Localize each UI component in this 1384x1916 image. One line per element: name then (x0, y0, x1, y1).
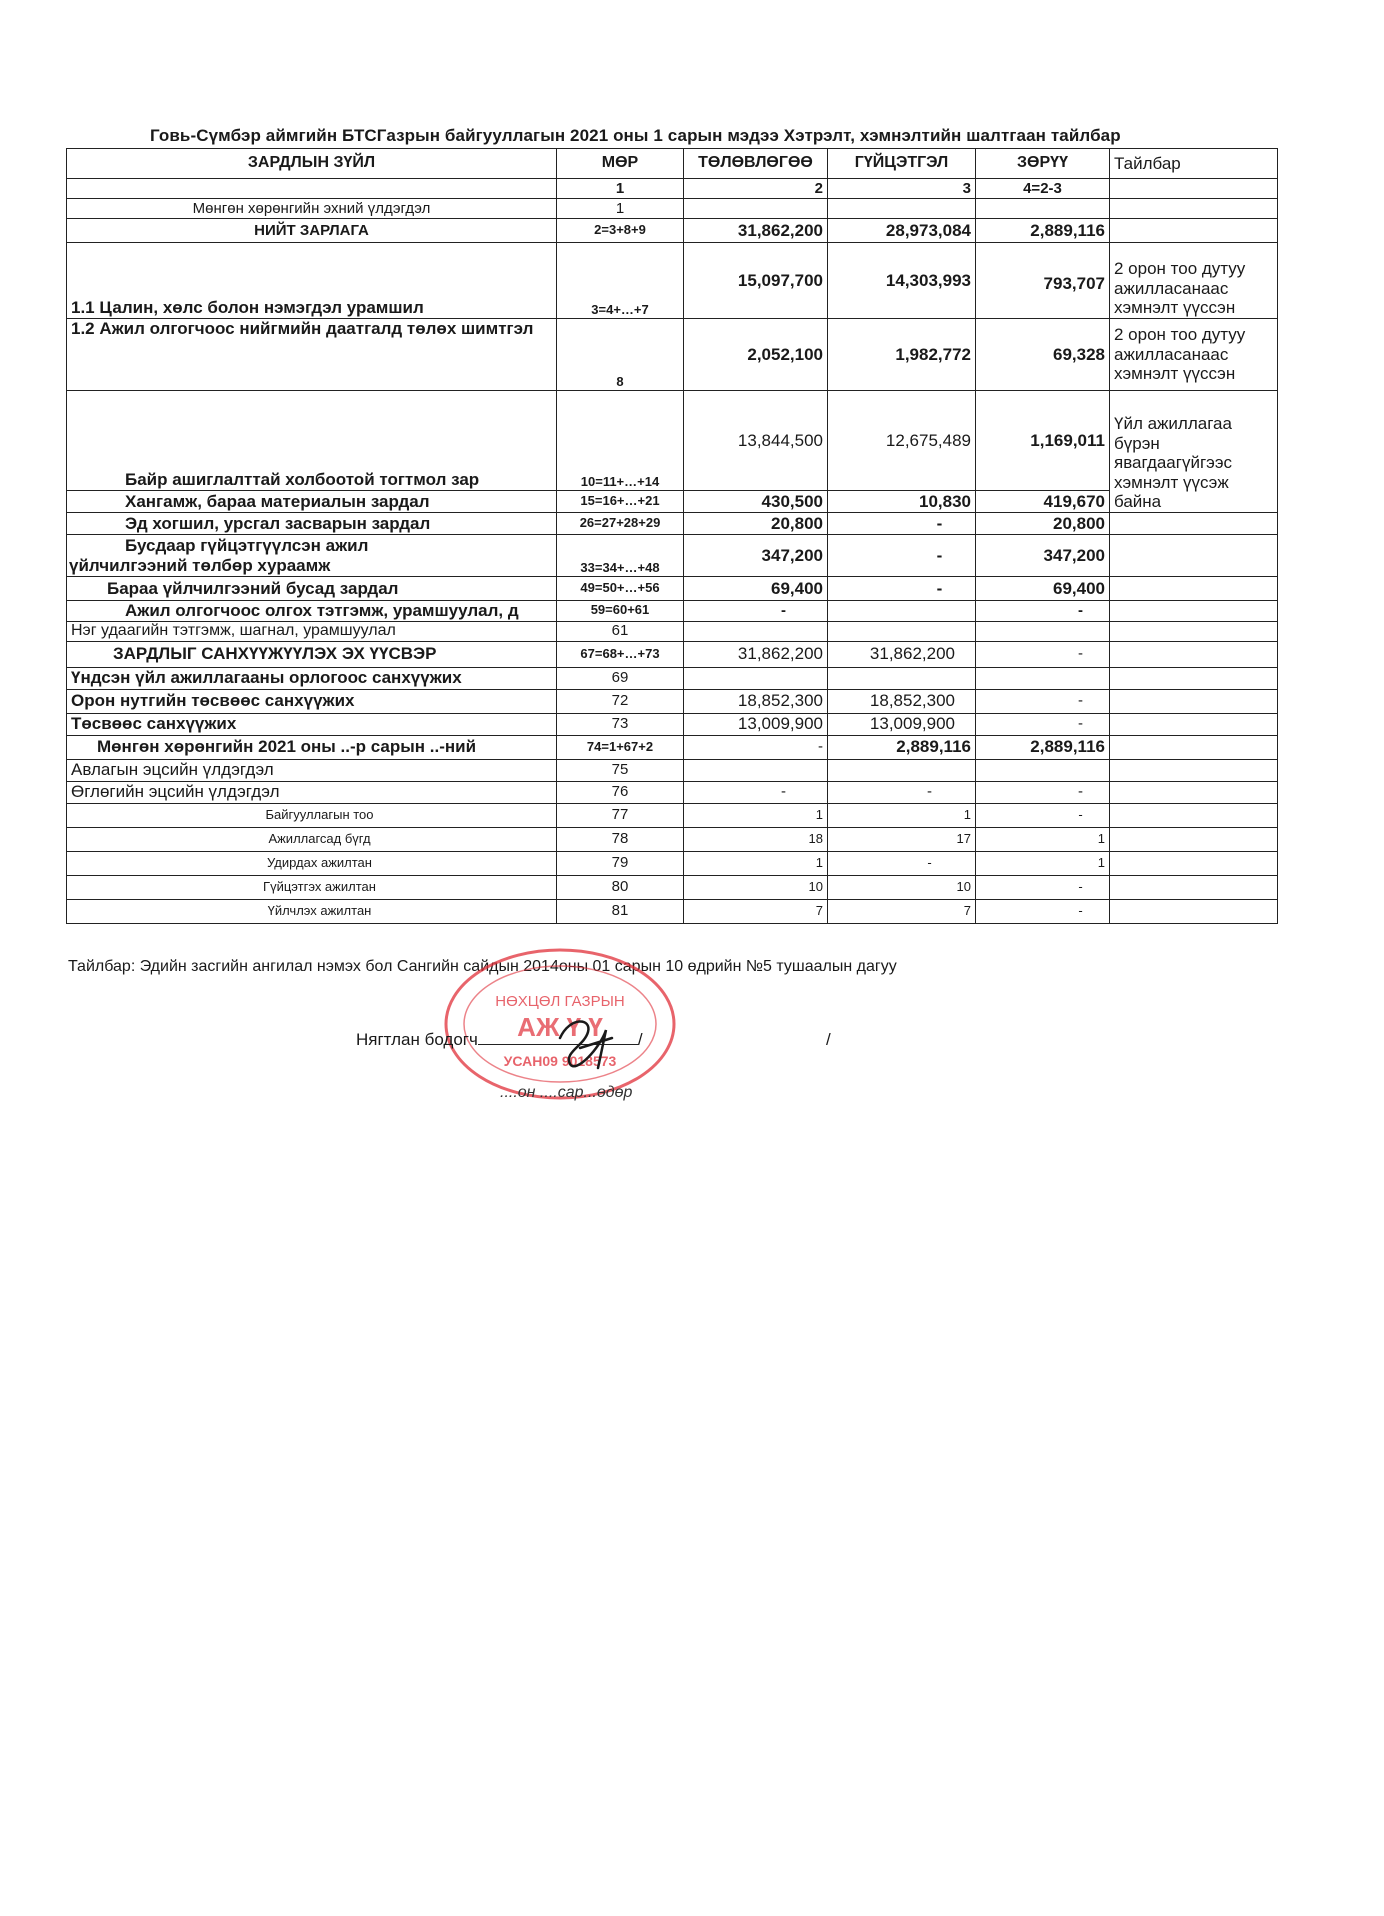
row-code: 61 (557, 621, 684, 641)
row-plan: 2,052,100 (684, 319, 828, 391)
row-actual: - (828, 851, 976, 875)
table-row (67, 899, 1278, 923)
row-plan: - (684, 601, 828, 622)
row-remark (1110, 535, 1278, 577)
row-label: Бараа үйлчилгээний бусад зардал (67, 577, 557, 601)
row-code: 77 (557, 803, 684, 827)
row-actual: 28,973,084 (828, 219, 976, 243)
row-remark (1110, 219, 1278, 243)
table-row (67, 875, 1278, 899)
row-remark (1110, 667, 1278, 689)
row-diff: - (976, 899, 1110, 923)
row-diff: - (976, 803, 1110, 827)
row-diff: 69,400 (976, 577, 1110, 601)
row-remark: 2 орон тоо дутуу ажилласанаас хэмнэлт үүссэн (1110, 243, 1278, 319)
row-remark (1110, 781, 1278, 803)
row-plan: - (684, 781, 828, 803)
header-diff: ЗӨРҮҮ (976, 149, 1110, 179)
page-title: Говь-Сүмбэр аймгийн БТСГазрын байгууллагын 2021 оны 1 сарын мэдээ Хэтрэлт, хэмнэлтийн шалтгаан тайлбар (150, 126, 1121, 145)
row-diff: 419,670 (976, 491, 1110, 513)
row-plan: 347,200 (684, 535, 828, 577)
row-code: 1 (557, 199, 684, 219)
row-diff: 2,889,116 (976, 219, 1110, 243)
row-diff: 1 (976, 851, 1110, 875)
row-remark (1110, 513, 1278, 535)
row-diff: 20,800 (976, 513, 1110, 535)
row-code: 3=4+…+7 (557, 243, 684, 319)
row-plan (684, 621, 828, 641)
row-code: 26=27+28+29 (557, 513, 684, 535)
row-actual (828, 759, 976, 781)
row-label: Төсвөөс санхүүжих (67, 713, 557, 735)
row-label: Үйлчлэх ажилтан (67, 899, 557, 923)
row-plan: 13,009,900 (684, 713, 828, 735)
stamp-text-3: УСАН09 9018573 (503, 1053, 617, 1069)
row-label: НИЙТ ЗАРЛАГА (67, 219, 557, 243)
accountant-slash: / (637, 1030, 643, 1049)
row-code: 10=11+…+14 (557, 391, 684, 491)
row-label: Авлагын эцсийн үлдэгдэл (67, 759, 557, 781)
row-actual: - (828, 781, 976, 803)
table-row (67, 827, 1278, 851)
row-remark (1110, 851, 1278, 875)
row-actual: 10 (828, 875, 976, 899)
row-actual: - (828, 577, 976, 601)
table-row (67, 491, 1278, 513)
row-plan: 1 (684, 851, 828, 875)
table-row (67, 621, 1278, 641)
table-row (67, 735, 1278, 759)
row-diff: 2,889,116 (976, 735, 1110, 759)
row-actual: 1,982,772 (828, 319, 976, 391)
row-code: 81 (557, 899, 684, 923)
row-actual: 2,889,116 (828, 735, 976, 759)
row-code: 75 (557, 759, 684, 781)
row-label: Байгууллагын тоо (67, 803, 557, 827)
row-diff: - (976, 641, 1110, 667)
row-remark: 2 орон тоо дутуу ажилласанаас хэмнэлт үүссэн (1110, 319, 1278, 391)
row-code: 79 (557, 851, 684, 875)
table-row (67, 781, 1278, 803)
row-remark (1110, 713, 1278, 735)
row-label: Ажил олгогчоос олгох тэтгэмж, урамшуулал, д (67, 601, 557, 622)
report-table (66, 148, 1278, 924)
row-plan: 31,862,200 (684, 219, 828, 243)
table-row (67, 319, 1278, 391)
second-slash: / (826, 1030, 831, 1049)
row-label: Нэг удаагийн тэтгэмж, шагнал, урамшуулал (67, 621, 557, 641)
row-actual: 14,303,993 (828, 243, 976, 319)
row-label-line2: үйлчилгээний төлбөр хураамж (69, 555, 331, 575)
row-label: Эд хогшил, урсгал засварын зардал (67, 513, 557, 535)
header-number-row: 1 (557, 179, 684, 199)
row-actual (828, 199, 976, 219)
row-diff: - (976, 781, 1110, 803)
table-row (67, 391, 1278, 491)
row-plan: - (684, 735, 828, 759)
table-row (67, 759, 1278, 781)
table-row (67, 641, 1278, 667)
row-remark (1110, 803, 1278, 827)
table-row (67, 577, 1278, 601)
row-code: 8 (557, 319, 684, 391)
row-remark (1110, 827, 1278, 851)
row-remark (1110, 899, 1278, 923)
row-actual: 10,830 (828, 491, 976, 513)
row-code: 15=16+…+21 (557, 491, 684, 513)
table-row (67, 513, 1278, 535)
row-actual: 17 (828, 827, 976, 851)
row-remark (1110, 621, 1278, 641)
header-remark: Тайлбар (1110, 149, 1278, 179)
row-code: 69 (557, 667, 684, 689)
row-plan: 7 (684, 899, 828, 923)
row-diff: - (976, 689, 1110, 713)
row-diff: 69,328 (976, 319, 1110, 391)
table-row (67, 851, 1278, 875)
row-actual: - (828, 513, 976, 535)
row-code: 78 (557, 827, 684, 851)
table-row (67, 689, 1278, 713)
row-label: Удирдах ажилтан (67, 851, 557, 875)
header-row-code: МӨР (557, 149, 684, 179)
row-label: Мөнгөн хөрөнгийн 2021 оны ..-р сарын ..-ний (67, 735, 557, 759)
row-remark (1110, 689, 1278, 713)
row-actual (828, 667, 976, 689)
row-code: 59=60+61 (557, 601, 684, 622)
row-plan: 18 (684, 827, 828, 851)
row-remark (1110, 601, 1278, 622)
row-remark (1110, 577, 1278, 601)
row-diff (976, 621, 1110, 641)
row-actual: 13,009,900 (828, 713, 976, 735)
row-diff: - (976, 601, 1110, 622)
row-actual (828, 601, 976, 622)
stamp-text-1: НӨХЦӨЛ ГАЗРЫН (495, 993, 625, 1010)
row-code: 72 (557, 689, 684, 713)
row-label: ЗАРДЛЫГ САНХҮҮЖҮҮЛЭХ ЭХ ҮҮСВЭР (67, 641, 557, 667)
table-row (67, 199, 1278, 219)
row-label: 1.1 Цалин, хөлс болон нэмэгдэл урамшил (67, 243, 557, 319)
table-row (67, 601, 1278, 622)
row-plan: 13,844,500 (684, 391, 828, 491)
header-actual: ГҮЙЦЭТГЭЛ (828, 149, 976, 179)
row-code: 49=50+…+56 (557, 577, 684, 601)
row-label: Үндсэн үйл ажиллагааны орлогоос санхүүжих (67, 667, 557, 689)
row-diff (976, 759, 1110, 781)
row-label (67, 535, 557, 577)
row-remark (1110, 641, 1278, 667)
header-item: ЗАРДЛЫН ЗҮЙЛ (67, 149, 557, 179)
row-remark (1110, 875, 1278, 899)
row-code: 76 (557, 781, 684, 803)
row-remark (1110, 759, 1278, 781)
table-row (67, 667, 1278, 689)
table-row (67, 713, 1278, 735)
date-line: ....он ....сар...өдөр (500, 1084, 633, 1101)
row-label: 1.2 Ажил олгогчоос нийгмийн даатгалд төлөх шимтгэл (67, 319, 557, 391)
row-actual (828, 621, 976, 641)
row-diff: 1,169,011 (976, 391, 1110, 491)
row-label: Гүйцэтгэх ажилтан (67, 875, 557, 899)
header-plan: ТӨЛӨВЛӨГӨӨ (684, 149, 828, 179)
row-label: Ажиллагсад бүгд (67, 827, 557, 851)
table-row (67, 219, 1278, 243)
row-label: Өглөгийн эцсийн үлдэгдэл (67, 781, 557, 803)
row-code: 74=1+67+2 (557, 735, 684, 759)
header-number-plan: 2 (684, 179, 828, 199)
row-plan: 430,500 (684, 491, 828, 513)
row-actual: 31,862,200 (828, 641, 976, 667)
row-plan: 20,800 (684, 513, 828, 535)
row-plan (684, 759, 828, 781)
row-label: Орон нутгийн төсвөөс санхүүжих (67, 689, 557, 713)
row-plan: 18,852,300 (684, 689, 828, 713)
header-number-diff: 4=2-3 (976, 179, 1110, 199)
row-diff: 793,707 (976, 243, 1110, 319)
row-label: Мөнгөн хөрөнгийн эхний үлдэгдэл (67, 199, 557, 219)
row-actual: - (828, 535, 976, 577)
stamp-text-2: АЖ Ү Ү (517, 1012, 603, 1042)
handwritten-signature (540, 1008, 630, 1078)
row-plan: 15,097,700 (684, 243, 828, 319)
row-remark: Үйл ажиллагаа бүрэн явагдаагүйгээс хэмнэлт үүсэж байна (1110, 391, 1278, 513)
row-plan: 69,400 (684, 577, 828, 601)
row-actual: 1 (828, 803, 976, 827)
row-plan (684, 199, 828, 219)
row-plan: 31,862,200 (684, 641, 828, 667)
table-row (67, 803, 1278, 827)
row-label: Хангамж, бараа материалын зардал (67, 491, 557, 513)
row-code: 2=3+8+9 (557, 219, 684, 243)
row-diff (976, 199, 1110, 219)
row-actual: 12,675,489 (828, 391, 976, 491)
header-numbers-row (67, 179, 1278, 199)
row-diff (976, 667, 1110, 689)
row-diff: 1 (976, 827, 1110, 851)
row-diff: - (976, 875, 1110, 899)
header-number-actual: 3 (828, 179, 976, 199)
table-row (67, 535, 1278, 577)
footnote: Тайлбар: Эдийн засгийн ангилал нэмэх бол Сангийн сайдын 2014оны 01 сарын 10 өдрийн №5 тушаалын дагуу (68, 958, 897, 975)
row-code: 33=34+…+48 (557, 535, 684, 577)
accountant-label: Нягтлан бодогч (356, 1030, 478, 1049)
row-code: 67=68+…+73 (557, 641, 684, 667)
row-diff: 347,200 (976, 535, 1110, 577)
row-code: 80 (557, 875, 684, 899)
row-code: 73 (557, 713, 684, 735)
header-row (67, 149, 1278, 179)
row-plan: 1 (684, 803, 828, 827)
table-row (67, 243, 1278, 319)
row-actual: 18,852,300 (828, 689, 976, 713)
row-actual: 7 (828, 899, 976, 923)
row-plan: 10 (684, 875, 828, 899)
row-remark (1110, 735, 1278, 759)
row-plan (684, 667, 828, 689)
row-label: Байр ашиглалттай холбоотой тогтмол зар (67, 391, 557, 491)
row-label-line1: Бусдаар гүйцэтгүүлсэн ажил (125, 535, 369, 555)
row-diff: - (976, 713, 1110, 735)
row-remark (1110, 199, 1278, 219)
